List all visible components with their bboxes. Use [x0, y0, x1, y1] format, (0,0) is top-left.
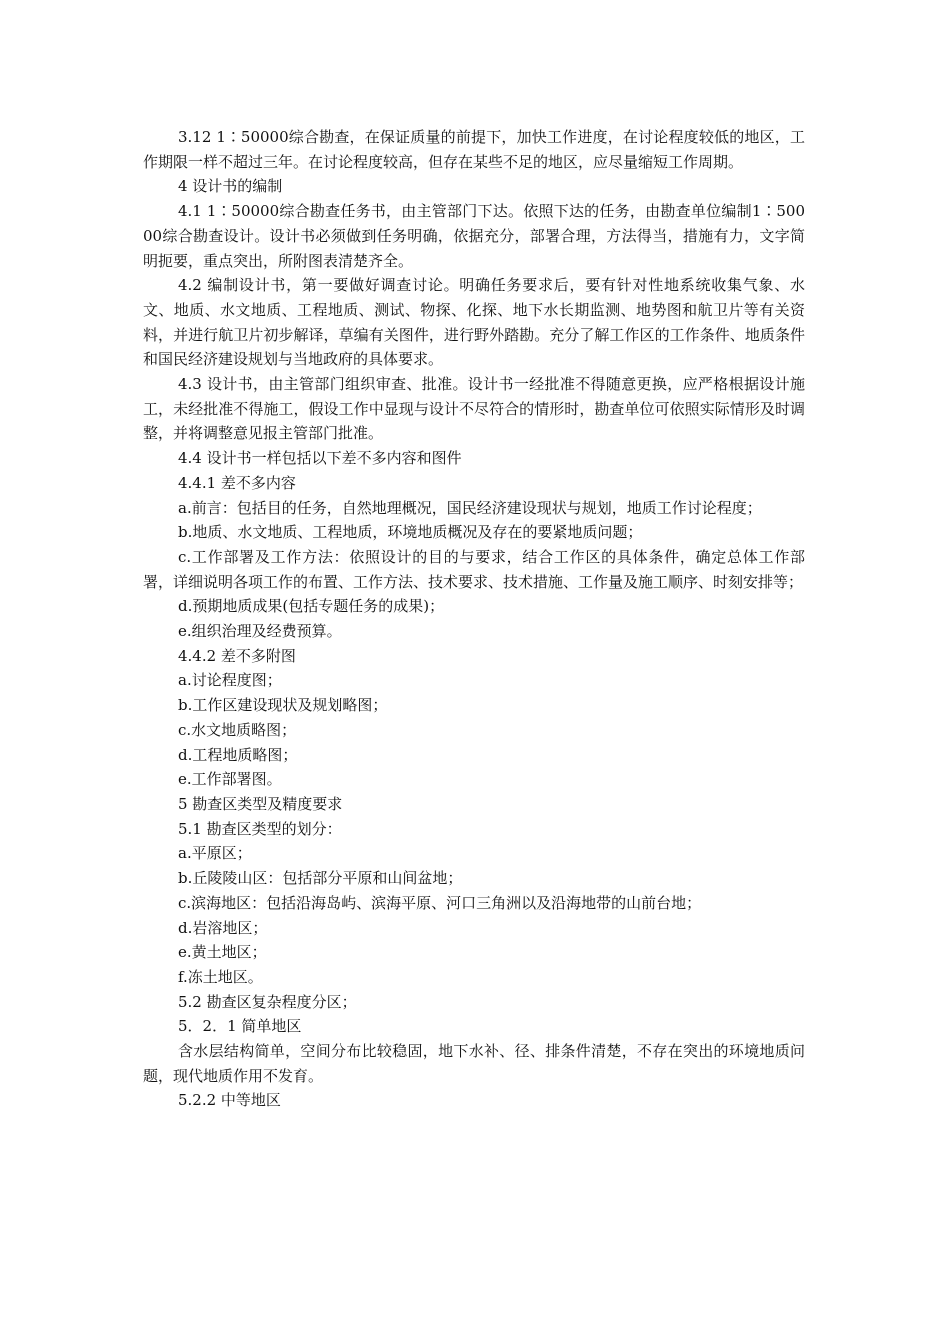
paragraph: 4.1 1∶50000综合勘查任务书，由主管部门下达。依照下达的任务，由勘查单位编制1∶50000综合勘查设计。设计书必须做到任务明确，依据充分，部署合理，方法得当，措施有力，文字简明扼要，重点突出，所附图表清楚齐全。 [143, 202, 805, 270]
list-item: c.滨海地区：包括沿海岛屿、滨海平原、河口三角洲以及沿海地带的山前台地； [178, 893, 702, 912]
list-item: a.前言：包括目的任务，自然地理概况，国民经济建设现状与规划，地质工作讨论程度； [178, 498, 762, 517]
subsection-heading: 4.4.2 差不多附图 [178, 646, 296, 665]
subsection-heading: 5.2.2 中等地区 [178, 1091, 281, 1110]
subsection-heading: 4.4.1 差不多内容 [178, 473, 296, 492]
section-heading: 5 勘查区类型及精度要求 [178, 794, 343, 813]
list-item: f.冻土地区。 [178, 967, 263, 986]
list-item: a.平原区； [178, 844, 252, 863]
list-item: b.丘陵陵山区：包括部分平原和山间盆地； [178, 869, 463, 888]
list-item: d.岩溶地区； [178, 918, 268, 937]
list-item: e.黄土地区； [178, 943, 267, 962]
list-item: e.组织治理及经费预算。 [178, 622, 342, 641]
document-page [143, 125, 805, 1113]
paragraph: 3.12 1∶50000综合勘查，在保证质量的前提下，加快工作进度，在讨论程度较低的地区，工作期限一样不超过三年。在讨论程度较高，但存在某些不足的地区，应尽量缩短工作周期。 [143, 128, 805, 171]
subsection-heading: 5.1 勘查区类型的划分： [178, 819, 342, 838]
subsection-heading: 5．2．1 简单地区 [178, 1017, 302, 1036]
list-item: c.水文地质略图； [178, 720, 297, 739]
list-item: e.工作部署图。 [178, 770, 282, 789]
paragraph: 4.2 编制设计书，第一要做好调查讨论。明确任务要求后，要有针对性地系统收集气象、水文、地质、水文地质、工程地质、测试、物探、化探、地下水长期监测、地势图和航卫片等有关资料，并进行航卫片初步解译，草编有关图件，进行野外踏勘。充分了解工作区的工作条件、地质条件和国民经济建设规划与当地政府的具体要求。 [143, 276, 805, 369]
list-item: d.工程地质略图； [178, 745, 298, 764]
list-item: c.工作部署及工作方法：依照设计的目的与要求，结合工作区的具体条件，确定总体工作部署，详细说明各项工作的布置、工作方法、技术要求、技术措施、工作量及施工顺序、时刻安排等； [143, 547, 805, 591]
paragraph: 含水层结构简单，空间分布比较稳固，地下水补、径、排条件清楚，不存在突出的环境地质问题，现代地质作用不发育。 [143, 1042, 805, 1085]
list-item: a.讨论程度图； [178, 671, 282, 690]
paragraph: 4.4 设计书一样包括以下差不多内容和图件 [178, 449, 462, 468]
list-item: b.工作区建设现状及规划略图； [178, 696, 388, 715]
subsection-heading: 5.2 勘查区复杂程度分区； [178, 992, 357, 1011]
list-item: b.地质、水文地质、工程地质，环境地质概况及存在的要紧地质问题； [178, 523, 643, 542]
list-item: d.预期地质成果(包括专题任务的成果)； [178, 597, 445, 616]
section-heading: 4 设计书的编制 [178, 177, 283, 196]
paragraph: 4.3 设计书，由主管部门组织审查、批准。设计书一经批准不得随意更换，应严格根据设计施工，未经批准不得施工，假设工作中显现与设计不尽符合的情形时，勘查单位可依照实际情形及时调整，并将调整意见报主管部门批准。 [143, 375, 805, 443]
